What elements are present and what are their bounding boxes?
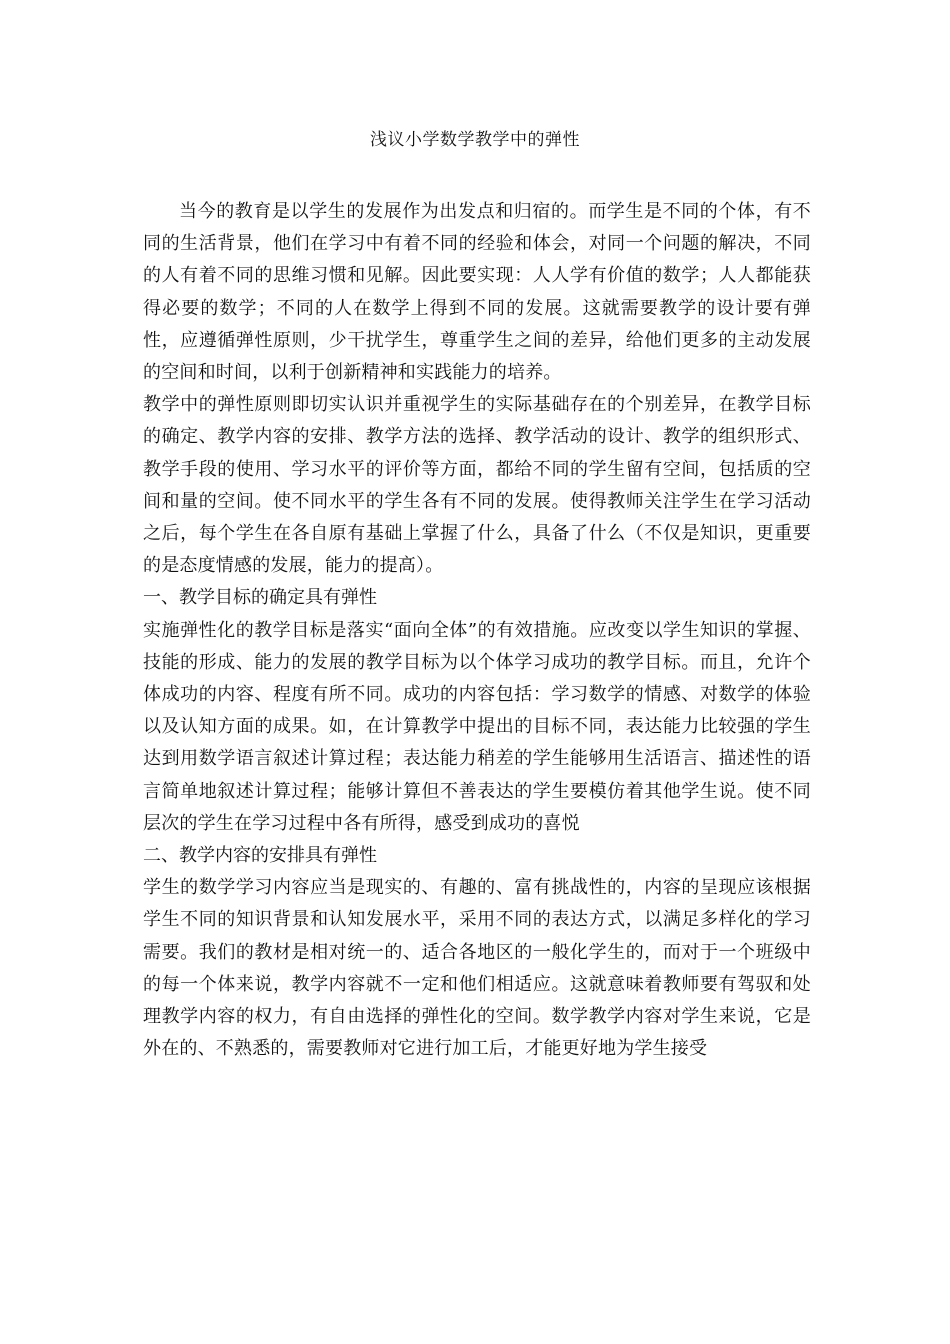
section-text-content: 学生的数学学习内容应当是现实的、有趣的、富有挑战性的，内容的呈现应该根据学生不同的知识背景和认知发展水平，采用不同的表达方式，以满足多样化的学习需要。我们的教材是相对统一的、适合各地区的一般化学生的，而对于一个班级中的每一个体来说，教学内容就不一定和他们相适应。这就意味着教师要有驾驭和处理教学内容的权力，有自由选择的弹性化的空间。数学教学内容对学生来说，它是外在的、不熟悉的，需要教师对它进行加工后，才能更好地为学生接受 (143, 877, 811, 1060)
principle-paragraph: 教学中的弹性原则即切实认识并重视学生的实际基础存在的个别差异，在教学目标的确定、教学内容的安排、教学方法的选择、教学活动的设计、教学的组织形式、教学手段的使用、学习水平的评价等方面，都给不同的学生留有空间，包括质的空间和量的空间。使不同水平的学生各有不同的发展。使得教师关注学生在学习活动之后，每个学生在各自原有基础上掌握了什么，具备了什么（不仅是知识，更重要的是态度情感的发展，能力的提高）。 (143, 394, 811, 577)
document-title: 浅议小学数学教学中的弹性 (370, 130, 580, 150)
intro-paragraph: 当今的教育是以学生的发展作为出发点和归宿的。而学生是不同的个体，有不同的生活背景，他们在学习中有着不同的经验和体会，对同一个问题的解决，不同的人有着不同的思维习惯和见解。因此要实现：人人学有价值的数学；人人都能获得必要的数学；不同的人在数学上得到不同的发展。这就需要教学的设计要有弹性，应遵循弹性原则，少干扰学生，尊重学生之间的差异，给他们更多的主动发展的空间和时间，以利于创新精神和实践能力的培养。 (143, 201, 811, 384)
document-body (143, 196, 811, 1065)
section-heading-goals: 一、教学目标的确定具有弹性 (143, 587, 377, 609)
section-text-goals: 实施弹性化的教学目标是落实“面向全体”的有效措施。应改变以学生知识的掌握、技能的形成、能力的发展的教学目标为以个体学习成功的教学目标。而且，允许个体成功的内容、程度有所不同。成功的内容包括：学习数学的情感、对数学的体验以及认知方面的成果。如，在计算教学中提出的目标不同，表达能力比较强的学生达到用数学语言叙述计算过程；表达能力稍差的学生能够用生活语言、描述性的语言简单地叙述计算过程；能够计算但不善表达的学生要模仿着其他学生说。使不同层次的学生在学习过程中各有所得，感受到成功的喜悦 (143, 619, 811, 834)
section-heading-content: 二、教学内容的安排具有弹性 (143, 845, 377, 867)
